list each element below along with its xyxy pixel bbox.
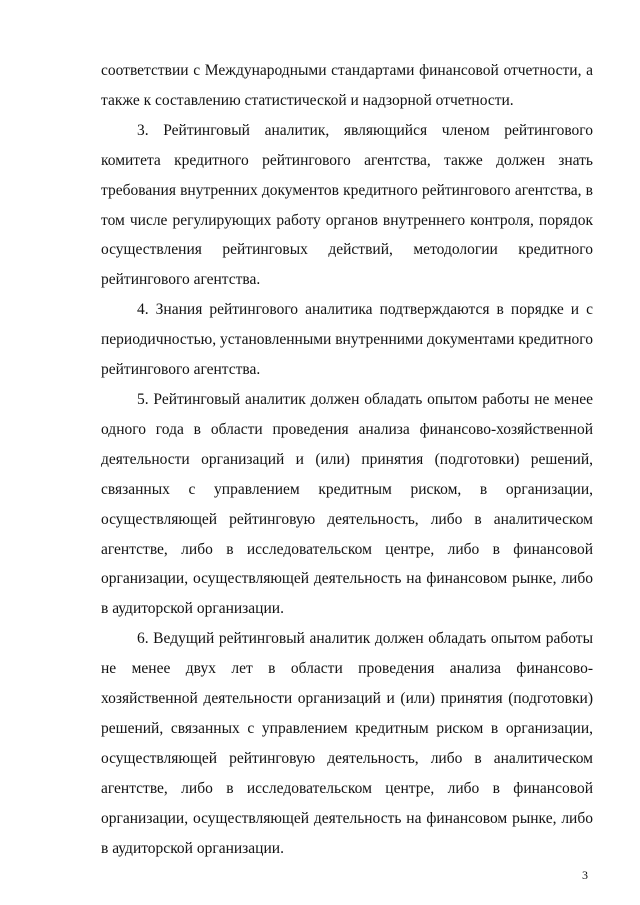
page-number: 3 [582, 868, 588, 882]
paragraph-6: 6. Ведущий рейтинговый аналитик должен обладать опытом работы не менее двух лет в области проведения анализа финансово-хозяйственной деятельности организаций и (или) принятия (подготовки) решений, связанных с управлением кредитным риском в организации, осуществляющей рейтинговую деятельность, либо в аналитическом агентстве, либо в исследовательском центре, либо в финансовой организации, осуществляющей деятельность на финансовом рынке, либо в аудиторской организации. [101, 630, 593, 857]
paragraph-5: 5. Рейтинговый аналитик должен обладать опытом работы не менее одного года в области проведения анализа финансово-хозяйственной деятельности организаций и (или) принятия (подготовки) решений, связанных с управлением кредитным риском, в организации, осуществляющей рейтинговую деятельность, либо в аналитическом агентстве, либо в исследовательском центре, либо в финансовой организации, осуществляющей деятельность на финансовом рынке, либо в аудиторской организации. [101, 390, 593, 618]
paragraph-4: 4. Знания рейтингового аналитика подтверждаются в порядке и с периодичностью, установленными внутренними документами кредитного рейтингового агентства. [101, 301, 594, 379]
document-body [101, 56, 593, 863]
paragraph-3: 3. Рейтинговый аналитик, являющийся членом рейтингового комитета кредитного рейтингового агентства, также должен знать требования внутренних документов кредитного рейтингового агентства, в том числе регулирующих работу органов внутреннего контроля, порядок осуществления рейтинговых действий, методологии кредитного рейтингового агентства. [101, 121, 593, 289]
paragraph-continuation: соответствии с Международными стандартами финансовой отчетности, а также к составлению статистической и надзорной отчетности. [101, 62, 593, 109]
